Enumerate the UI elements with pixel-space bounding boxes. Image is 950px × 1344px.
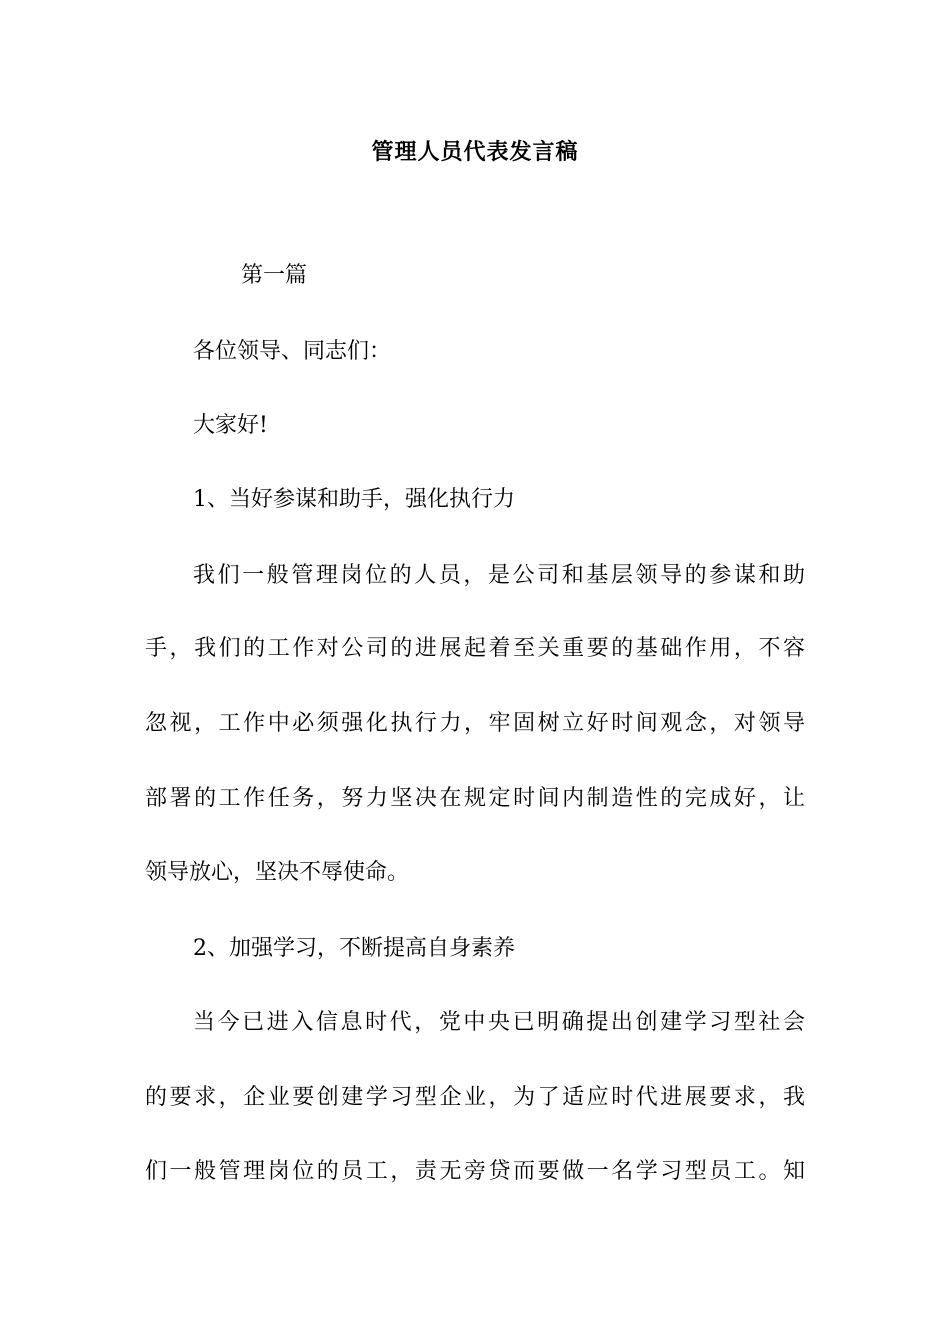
heading-1: 1、当好参谋和助手，强化执行力 bbox=[193, 487, 515, 512]
paragraph-1-line: 手，我们的工作对公司的进展起着至关重要的基础作用，不容 bbox=[145, 636, 805, 661]
paragraph-2-line: 当今已进入信息时代，党中央已明确提出创建学习型社会 bbox=[193, 1010, 805, 1035]
paragraph-1-line: 领导放心，坚决不辱使命。 bbox=[145, 860, 410, 885]
salutation: 各位领导、同志们： bbox=[193, 339, 392, 364]
paragraph-2-line: 们一般管理岗位的员工，责无旁贷而要做一名学习型员工。知 bbox=[145, 1159, 805, 1184]
paragraph-1-line: 我们一般管理岗位的人员，是公司和基层领导的参谋和助 bbox=[193, 563, 805, 588]
paragraph-1-line: 部署的工作任务，努力坚决在规定时间内制造性的完成好，让 bbox=[145, 786, 805, 811]
document-title: 管理人员代表发言稿 bbox=[371, 139, 579, 165]
heading-2: 2、加强学习，不断提高自身素养 bbox=[193, 936, 515, 961]
section-label: 第一篇 bbox=[241, 263, 308, 288]
greeting: 大家好! bbox=[193, 413, 268, 438]
paragraph-1-line: 忽视，工作中必须强化执行力，牢固树立好时间观念，对领导 bbox=[145, 711, 805, 736]
paragraph-2-line: 的要求，企业要创建学习型企业，为了适应时代进展要求，我 bbox=[145, 1085, 805, 1110]
